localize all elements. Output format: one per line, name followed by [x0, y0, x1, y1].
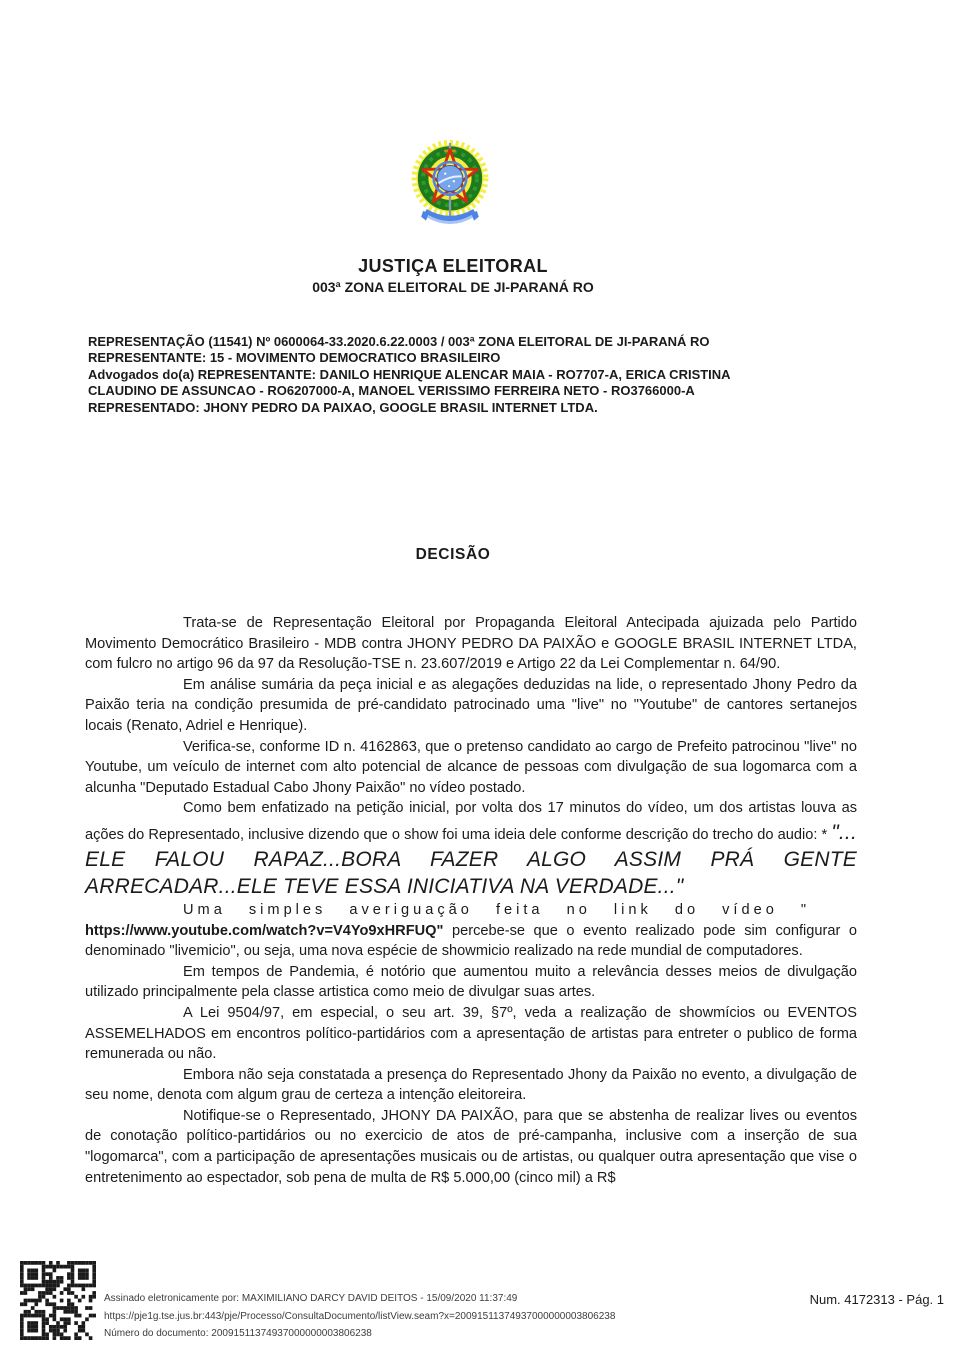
paragraph [85, 613, 857, 675]
text-run: A Lei 9504/97, em especial, o seu art. 39, §7º, veda a realização de showmícios ou EVENTOS ASSEMELHADOS em encontros político-partidários com a apresentação de artistas para entreter o publico de forma remunerada ou não. [85, 1004, 857, 1063]
text-run: Notifique-se o Representado, JHONY DA PAIXÃO, para que se abstenha de realizar lives ou eventos de conotação político-partidários ou no exercicio de atos de pré-campanha, inclusive com a inserção de sua "logomarca", com a participação de apresentações musicais ou de artistas, ou qualquer outra apresentação que vise o entretenimento ao espectador, sob pena de multa de R$ 5.000,00 (cinco mil) a R$ [85, 1107, 857, 1186]
page-number-badge: Num. 4172313 - Pág. 1 [809, 1292, 944, 1307]
paragraph [85, 798, 857, 900]
paragraph [85, 1106, 857, 1188]
text-run: Verifica-se, conforme ID n. 4162863, que o pretenso candidato ao cargo de Prefeito patrocinou "live" no Youtube, um veículo de internet com alto potencial de alcance de pessoas com divulgação de sua logomarca com a alcunha "Deputado Estadual Cabo Jhony Paixão" no vídeo postado. [85, 738, 857, 796]
text-run: Como bem enfatizado na petição inicial, por volta dos 17 minutos do vídeo, um dos artistas louva as ações do Representado, inclusive dizendo que o show foi uma ideia dele conforme descrição do trecho do audio: * [85, 800, 857, 843]
text-run: Uma simples averiguação feita no link do vídeo " [183, 901, 811, 918]
paragraph [85, 675, 857, 737]
case-line: Advogados do(a) REPRESENTANTE: DANILO HENRIQUE ALENCAR MAIA - RO7707-A, ERICA CRISTINA CLAUDINO DE ASSUNCAO - RO6207000-A, MANOEL VERISSIMO FERREIRA NETO - RO3766000-A [88, 366, 731, 399]
decision-paragraphs [85, 613, 857, 1188]
case-line: REPRESENTANTE: 15 - MOVIMENTO DEMOCRATICO BRASILEIRO [88, 350, 501, 366]
case-block [88, 334, 788, 416]
text-run: https://www.youtube.com/watch?v=V4Yo9xHRFUQ" [85, 922, 444, 939]
footer-signature-block [104, 1290, 615, 1343]
document-number: 20091511374937000000003806238 [211, 1328, 372, 1339]
header-subtitle: 003ª ZONA ELEITORAL DE JI-PARANÁ RO [312, 279, 594, 295]
text-run: Trata-se de Representação Eleitoral por Propaganda Eleitoral Antecipada ajuizada pelo Partido Movimento Democrático Brasileiro - MDB contra JHONY PEDRO DA PAIXÃO e GOOGLE BRASIL INTERNET LTDA, com fulcro no artigo 96 da 97 da Resolução-TSE n. 23.607/2019 e Artigo 22 da Lei Complementar n. 64/90. [85, 615, 857, 673]
signature-line: Assinado eletronicamente por: MAXIMILIANO DARCY DAVID DEITOS - 15/09/2020 11:37:49 [104, 1293, 518, 1304]
paragraph [85, 900, 857, 962]
paragraph [85, 737, 857, 799]
document-header [0, 255, 906, 296]
case-line: REPRESENTADO: JHONY PEDRO DA PAIXAO, GOOGLE BRASIL INTERNET LTDA. [88, 399, 598, 415]
header-title: JUSTIÇA ELEITORAL [358, 256, 548, 276]
text-run: Embora não seja constatada a presença do Representado Jhony da Paixão no evento, a divulgação de seu nome, denota com algum grau de certeza a intenção eleitoreira. [85, 1066, 857, 1104]
decision-heading: DECISÃO [415, 546, 491, 563]
text-run: Em análise sumária da peça inicial e as alegações deduzidas na lide, o representado Jhony Pedro da Paixão teria na condição presumida de pré-candidato patrocinado uma "live" no "Youtube" de cantores sertanejos locais (Renato, Adriel e Henrique). [85, 676, 857, 734]
qr-code-icon [20, 1261, 96, 1340]
paragraph [85, 1003, 857, 1065]
text-run: "... ELE FALOU RAPAZ...BORA FAZER ALGO ASSIM PRÁ GENTE ARRECADAR...ELE TEVE ESSA INICIATIVA NA VERDADE..." [85, 820, 857, 898]
paragraph [85, 962, 857, 1003]
case-line: REPRESENTAÇÃO (11541) Nº 0600064-33.2020.6.22.0003 / 003ª ZONA ELEITORAL DE JI-PARANÁ RO [88, 334, 710, 349]
document-number-label: Número do documento: [104, 1328, 209, 1339]
text-run: percebe-se que o evento realizado pode sim configurar o denominado "livemicio", ou seja, uma nova espécie de showmicio realizado na rede mundial de computadores. [85, 922, 857, 960]
document-url: https://pje1g.tse.jus.br:443/pje/Processo/ConsultaDocumento/listView.seam?x=20091511374937000000003806238 [104, 1310, 616, 1322]
document-number-line [104, 1325, 615, 1343]
paragraph [85, 1065, 857, 1106]
text-run: Em tempos de Pandemia, é notório que aumentou muito a relevância desses meios de divulgação utilizado principalmente pela classe artistica como meio de divulgar suas artes. [85, 963, 857, 1001]
brazil-coat-of-arms-icon [402, 136, 498, 240]
